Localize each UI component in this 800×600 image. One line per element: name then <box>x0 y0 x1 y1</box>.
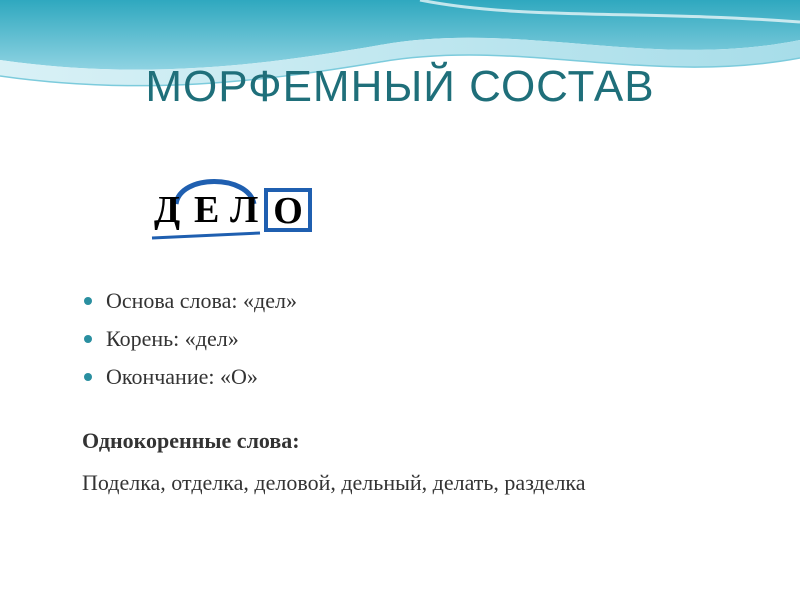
bullet-icon <box>84 335 92 343</box>
letter-d: Д <box>154 189 181 231</box>
morpheme-diagram <box>150 160 340 250</box>
list-item <box>82 320 297 358</box>
related-words-heading: Однокоренные слова: <box>82 428 300 453</box>
word-letters <box>154 188 312 232</box>
list-item <box>82 282 297 320</box>
related-words-list: Поделка, отделка, деловой, дельный, делать, разделка <box>82 470 586 495</box>
bullet-text: Окончание: «О» <box>106 364 258 389</box>
bullet-icon <box>84 373 92 381</box>
bullet-list <box>82 282 297 396</box>
stem-underline <box>152 233 260 238</box>
bullet-text: Основа слова: «дел» <box>106 288 297 313</box>
letter-l: Л <box>230 189 259 231</box>
bullet-icon <box>84 297 92 305</box>
ending-letter: О <box>264 188 312 232</box>
letter-e: Е <box>194 189 220 231</box>
bullet-text: Корень: «дел» <box>106 326 239 351</box>
list-item <box>82 358 297 396</box>
page-title: МОРФЕМНЫЙ СОСТАВ <box>145 62 655 111</box>
